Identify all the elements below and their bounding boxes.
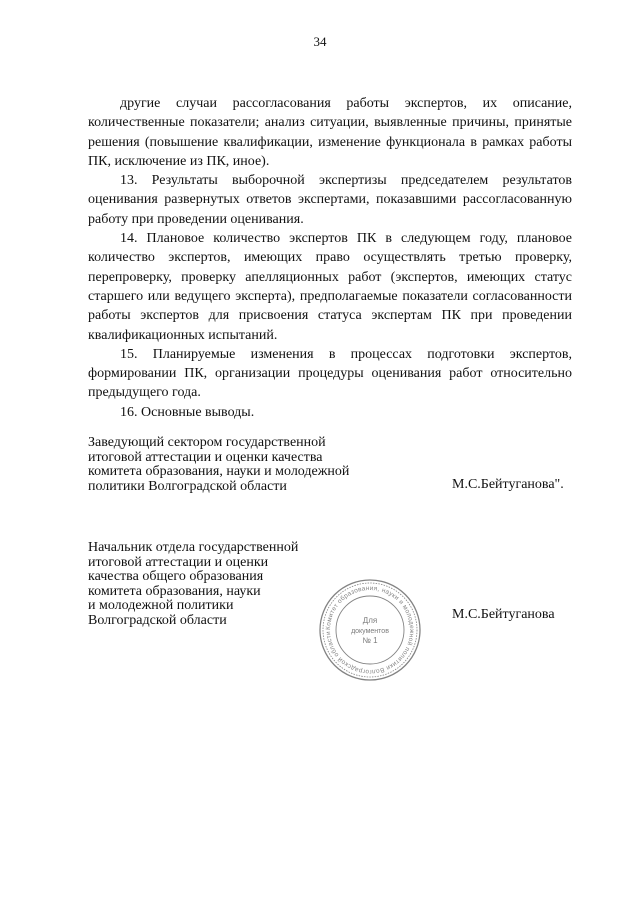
signature-2-title-line: и молодежной политики (88, 598, 234, 613)
stamp-center-line: документов (351, 628, 389, 635)
signature-2-title-line: Волгоградской области (88, 612, 227, 628)
body-text (88, 94, 572, 422)
signature-1-title-line: Заведующий сектором государственной (88, 435, 326, 450)
paragraph-15: 15. Планируемые изменения в процессах подготовки экспертов, формировании ПК, организации процедуры оценивания работ относительно предыдущего года. (88, 346, 572, 401)
signature-1-title-line: политики Волгоградской области (88, 478, 287, 494)
official-stamp (318, 578, 422, 682)
signature-2-title (88, 541, 298, 628)
signature-1-title-line: комитета образования, науки и молодежной (88, 464, 350, 479)
page-number: 34 (313, 34, 327, 49)
paragraph-13: 13. Результаты выборочной экспертизы председателем результатов оценивания развернутых ответов экспертами, показавшими рассогласованную работу при проведении оценивания. (88, 173, 572, 227)
signature-2-name: М.С.Бейтуганова (452, 607, 555, 622)
signature-1-title (88, 436, 349, 494)
signature-2-title-line: итоговой аттестации и оценки (88, 554, 269, 570)
signature-2-title-line: качества общего образования (88, 569, 264, 584)
signature-1-title-line: итоговой аттестации и оценки качества (88, 449, 323, 465)
paragraph-16: 16. Основные выводы. (120, 404, 255, 420)
signature-1-name: М.С.Бейтуганова". (452, 477, 564, 492)
paragraph-14: 14. Плановое количество экспертов ПК в следующем году, плановое количество экспертов, имеющих право осуществлять третью проверку, перепроверку, проверку апелляционных работ (экспертов, имеющих статус старшего или ведущего эксперта), предполагаемые показатели согласованности работы экспертов для присвоения статуса экспертам ПК при проведении квалификационных испытаний. (88, 231, 572, 343)
paragraph-continuation: другие случаи рассогласования работы экспертов, их описание, количественные показатели; анализ ситуации, выявленные причины, принятые решения (повышение квалификации, изменение функционала в рамках работы ПК, исключение из ПК, иное). (88, 96, 572, 169)
stamp-ring-text: Комитет образования, науки и молодежной политики Волгоградской области (324, 584, 416, 676)
signature-2-title-line: Начальник отдела государственной (88, 540, 299, 555)
stamp-center-line: № 1 (362, 636, 378, 645)
stamp-center-line: Для (362, 616, 378, 625)
signature-2-title-line: комитета образования, науки (88, 583, 261, 599)
